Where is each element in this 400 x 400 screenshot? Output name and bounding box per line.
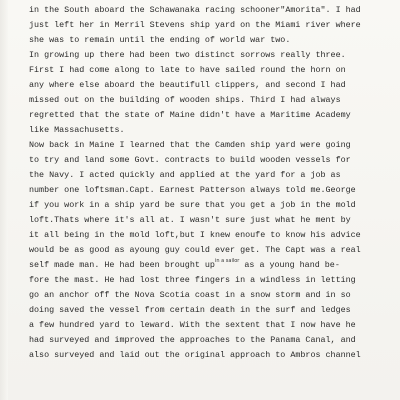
text-line-10: Now back in Maine I learned that the Camden ship yard were going (29, 140, 351, 150)
text-line-7: missed out on the building of wooden ships. Third I had always (29, 95, 341, 105)
text-line-19: fore the mast. He had lost three fingers in a windless in letting (29, 275, 356, 285)
text-line-22: a few hundred yard to leward. With the sextent that I now have he (29, 320, 356, 330)
text-line-20: go an anchor off the Nova Scotia coast in a snow storm and in so (29, 290, 351, 300)
typed-text-body (29, 3, 399, 363)
text-line-11: to try and land some Govt. contracts to build wooden vessels for (29, 155, 351, 165)
page-edge-shadow (0, 0, 8, 400)
text-line-16: it all being in the mold loft,but I knew enoufe to know his advice (29, 230, 361, 240)
text-line-4: In growing up there had been two distinct sorrows really three. (29, 50, 346, 60)
text-line-15: loft.Thats where it's all at. I wasn't sure just what he ment by (29, 215, 351, 225)
text-line-12: the Navy. I acted quickly and applied at the yard for a job as (29, 170, 341, 180)
text-line-23: had surveyed and improved the approaches to the Panama Canal, and (29, 335, 356, 345)
text-line-17: would be as good as ayoung guy could ever get. The Capt was a real (29, 245, 361, 255)
text-line-6: any where else aboard the beautifull clippers, and second I had (29, 80, 346, 90)
text-line-18-end: as a young hand be- (239, 260, 340, 270)
text-line-9: like Massachusetts. (29, 125, 125, 135)
text-line-24: also surveyed and laid out the original approach to Ambros channel (29, 350, 361, 360)
text-line-8: regretted that the state of Maine didn't have a Maritime Academy (29, 110, 351, 120)
text-line-18-start: self made man. He had been brought up (29, 260, 215, 270)
text-line-3: she was to remain until the ending of world war two. (29, 35, 291, 45)
text-line-13: number one loftsman.Capt. Earnest Patterson always told me.George (29, 185, 356, 195)
text-line-14: if you work in a ship yard be sure that you get a job in the mold (29, 200, 356, 210)
text-line-2: just left her in Merril Stevens ship yard on the Miami river where (29, 20, 361, 30)
text-line-1: in the South aboard the Schawanaka racing schooner"Amorita". I had (29, 5, 361, 15)
text-line-5: First I had come along to late to have sailed round the horn on (29, 65, 346, 75)
text-line-18 (29, 258, 399, 273)
handwritten-annotation: in a sailor (214, 258, 240, 264)
text-line-21: doing saved the vessel from certain death in the surf and ledges (29, 305, 351, 315)
